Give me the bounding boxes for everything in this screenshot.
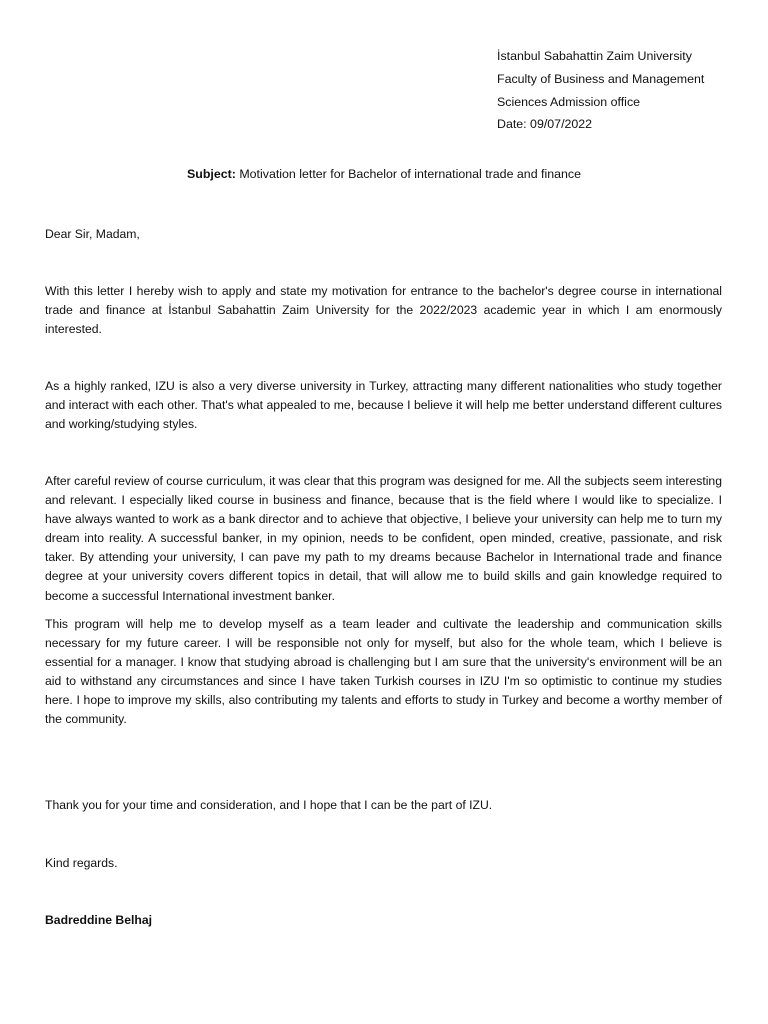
- greeting: Dear Sir, Madam,: [45, 227, 140, 241]
- subject-text: Motivation letter for Bachelor of international trade and finance: [235, 167, 581, 181]
- paragraph-curriculum: After careful review of course curriculum, it was clear that this program was designed for me. All the subjects seem interesting and relevant. I especially liked course in business and finance, because that is the field where I would like to specialize. I have always wanted to work as a bank director and to achieve that objective, I believe your university can help me to turn my dream into reality. A successful banker, in my opinion, needs to be confident, open minded, creative, passionate, and risk taker. By attending your university, I can pave my path to my dreams because Bachelor in International trade and finance degree at your university covers different topics in detail, that will allow me to build skills and gain knowledge required to become a successful International investment banker.: [45, 474, 722, 603]
- signature: Badreddine Belhaj: [45, 913, 153, 927]
- letter-date: Date: 09/07/2022: [497, 117, 593, 132]
- paragraph-thanks: Thank you for your time and consideration, and I hope that I can be the part of IZU.: [45, 798, 493, 812]
- recipient-office: Sciences Admission office: [497, 94, 641, 109]
- subject-line: [45, 164, 723, 184]
- recipient-university: İstanbul Sabahattin Zaim University: [497, 49, 692, 63]
- subject-label: Subject:: [187, 167, 236, 181]
- recipient-faculty: Faculty of Business and Management: [497, 71, 705, 86]
- paragraph-intro: With this letter I hereby wish to apply and state my motivation for entrance to the bachelor's degree course in international trade and finance at İstanbul Sabahattin Zaim University for the 2022/2023 academic year in which I am enormously interested.: [45, 284, 722, 337]
- paragraph-diversity: As a highly ranked, IZU is also a very diverse university in Turkey, attracting many different nationalities who study together and interact with each other. That's what appealed to me, because I believe it will help me better understand different cultures and working/studying styles.: [45, 379, 722, 432]
- closing: Kind regards.: [45, 856, 118, 870]
- recipient-address: [497, 45, 747, 136]
- paragraph-leadership: This program will help me to develop myself as a team leader and cultivate the leadership and communication skills necessary for my future career. I will be responsible not only for myself, but also for the whole team, which I believe is essential for a manager. I know that studying abroad is challenging but I am sure that the university's environment will be an aid to withstand any circumstances and since I have taken Turkish courses in IZU I'm so optimistic to continue my studies here. I hope to improve my skills, also contributing my talents and efforts to study in Turkey and become a worthy member of the community.: [45, 617, 722, 727]
